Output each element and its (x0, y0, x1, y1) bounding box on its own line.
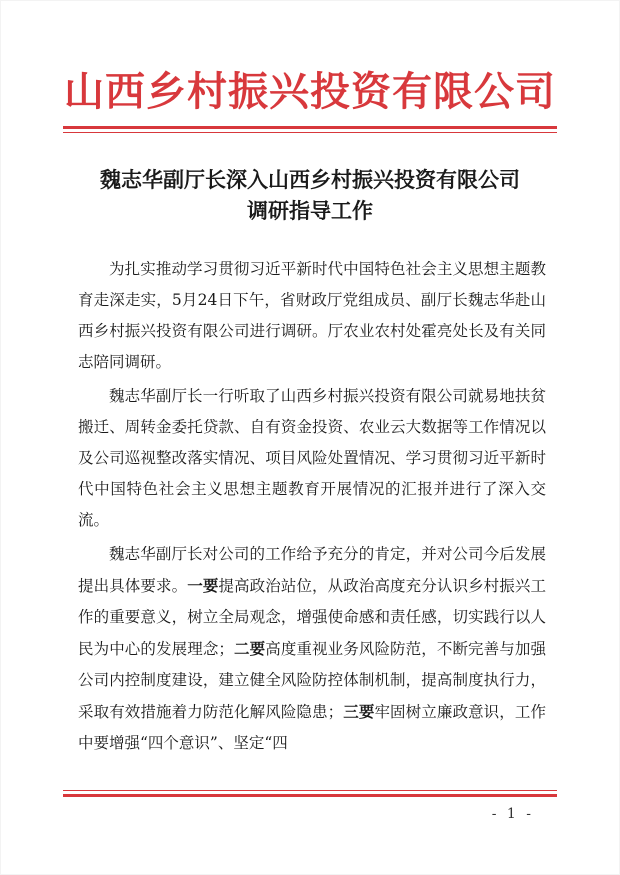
document-body (78, 254, 546, 762)
letterhead-rule-thin (63, 132, 557, 133)
requirement-3-lead: 三要 (343, 702, 375, 721)
requirement-1-text: 提高政治站位，从政治高度充分认识乡村振兴工作的重要意义，树立全局观念，增强使命感和责任感，切实践行以人民为中心的发展理念； (78, 577, 546, 658)
paragraph-3 (78, 539, 546, 759)
paragraph-2: 魏志华副厅长一行听取了山西乡村振兴投资有限公司就易地扶贫搬迁、周转金委托贷款、自有资金投资、农业云大数据等工作情况以及公司巡视整改落实情况、项目风险处置情况、学习贯彻习近平新时代中国特色社会主义思想主题教育开展情况的汇报并进行了深入交流。 (78, 387, 546, 529)
document-title-line1: 魏志华副厅长深入山西乡村振兴投资有限公司 (100, 168, 520, 192)
letterhead-org-name: 山西乡村振兴投资有限公司 (64, 68, 556, 115)
letterhead-rule-thick (63, 126, 557, 129)
requirement-2-text: 高度重视业务风险防范，不断完善与加强公司内控制度建设，建立健全风险防控体制机制，提高制度执行力，采取有效措施着力防范化解风险隐患； (78, 640, 546, 721)
requirement-1-lead: 一要 (187, 576, 219, 595)
requirement-3-text: 牢固树立廉政意识，工作中要增强“四个意识”、坚定“四 (78, 703, 546, 752)
footer-rule-thin (63, 790, 557, 791)
page-number: - 1 - (491, 806, 534, 822)
paragraph-1: 为扎实推动学习贯彻习近平新时代中国特色社会主义思想主题教育走深走实，5月24日下午，省财政厅党组成员、副厅长魏志华赴山西乡村振兴投资有限公司进行调研。厅农业农村处霍亮处长及有关同志陪同调研。 (78, 260, 546, 371)
document-title (70, 165, 550, 227)
requirement-2-lead: 二要 (233, 639, 266, 658)
paragraph-3-intro: 魏志华副厅长对公司的工作给予充分的肯定，并对公司今后发展提出具体要求。 (78, 545, 546, 595)
document-title-line2: 调研指导工作 (247, 199, 373, 223)
footer-rule-thick (63, 794, 557, 797)
